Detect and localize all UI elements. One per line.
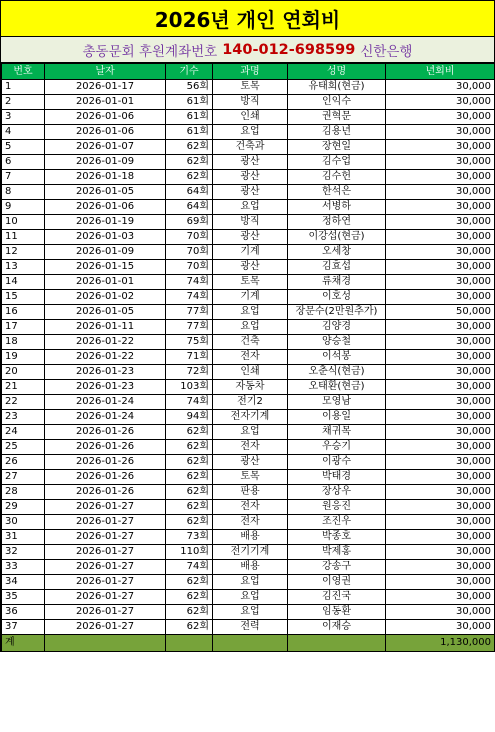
cell-department[interactable]: 자동차 (213, 380, 288, 395)
cell-annual-fee[interactable]: 30,000 (386, 440, 495, 455)
cell-department[interactable]: 전자 (213, 350, 288, 365)
cell-number[interactable]: 19 (2, 350, 45, 365)
cell-name[interactable]: 김수업 (288, 155, 386, 170)
cell-annual-fee[interactable]: 30,000 (386, 575, 495, 590)
cell-name[interactable]: 이석봉 (288, 350, 386, 365)
table-row (2, 410, 495, 425)
cell-date[interactable]: 2026-01-11 (45, 320, 166, 335)
cell-date[interactable]: 2026-01-27 (45, 575, 166, 590)
cell-department[interactable]: 요업 (213, 605, 288, 620)
cell-number[interactable]: 20 (2, 365, 45, 380)
cell-annual-fee[interactable]: 30,000 (386, 260, 495, 275)
cell-department[interactable]: 광산 (213, 455, 288, 470)
table-row (2, 515, 495, 530)
cell-generation[interactable]: 77회 (166, 320, 213, 335)
cell-annual-fee[interactable]: 30,000 (386, 530, 495, 545)
cell-generation[interactable]: 70회 (166, 230, 213, 245)
cell-date[interactable]: 2026-01-05 (45, 305, 166, 320)
cell-number[interactable]: 3 (2, 110, 45, 125)
cell-date[interactable]: 2026-01-07 (45, 140, 166, 155)
cell-name[interactable]: 이재승 (288, 620, 386, 635)
cell-generation[interactable]: 62회 (166, 620, 213, 635)
cell-number[interactable]: 12 (2, 245, 45, 260)
cell-generation[interactable]: 62회 (166, 140, 213, 155)
cell-date[interactable]: 2026-01-06 (45, 125, 166, 140)
cell-generation[interactable]: 62회 (166, 485, 213, 500)
table-row (2, 470, 495, 485)
cell-name[interactable]: 오태환(현금) (288, 380, 386, 395)
table-row (2, 260, 495, 275)
table-row (2, 320, 495, 335)
total-amount[interactable]: 1,130,000 (386, 635, 495, 652)
cell-date[interactable]: 2026-01-03 (45, 230, 166, 245)
cell-number[interactable]: 22 (2, 395, 45, 410)
cell-annual-fee[interactable]: 30,000 (386, 590, 495, 605)
cell-department[interactable]: 기계 (213, 245, 288, 260)
table-row (2, 230, 495, 245)
cell-department[interactable]: 요업 (213, 320, 288, 335)
cell-name[interactable]: 조진우 (288, 515, 386, 530)
cell-date[interactable]: 2026-01-15 (45, 260, 166, 275)
cell-generation[interactable]: 56회 (166, 80, 213, 95)
table-row (2, 380, 495, 395)
cell-name[interactable]: 정하연 (288, 215, 386, 230)
cell-name[interactable]: 박종호 (288, 530, 386, 545)
cell-date[interactable]: 2026-01-01 (45, 95, 166, 110)
cell-generation[interactable]: 62회 (166, 590, 213, 605)
table-row (2, 200, 495, 215)
cell-generation[interactable]: 72회 (166, 365, 213, 380)
cell-annual-fee[interactable]: 30,000 (386, 320, 495, 335)
table-row (2, 545, 495, 560)
fee-table (1, 63, 495, 652)
cell-annual-fee[interactable]: 30,000 (386, 350, 495, 365)
cell-number[interactable]: 9 (2, 200, 45, 215)
cell-generation[interactable]: 69회 (166, 215, 213, 230)
cell-department[interactable]: 방직 (213, 95, 288, 110)
sheet-title: 2026년 개인 연회비 (1, 0, 494, 37)
cell-name[interactable]: 오세창 (288, 245, 386, 260)
cell-date[interactable]: 2026-01-24 (45, 395, 166, 410)
table-row (2, 440, 495, 455)
cell-department[interactable]: 건축과 (213, 140, 288, 155)
cell-generation[interactable]: 74회 (166, 395, 213, 410)
table-row (2, 95, 495, 110)
cell-number[interactable]: 34 (2, 575, 45, 590)
table-row (2, 80, 495, 95)
cell-department[interactable]: 방직 (213, 215, 288, 230)
cell-number[interactable]: 26 (2, 455, 45, 470)
table-row (2, 605, 495, 620)
cell-number[interactable]: 27 (2, 470, 45, 485)
cell-number[interactable]: 6 (2, 155, 45, 170)
cell-generation[interactable]: 71회 (166, 350, 213, 365)
table-row (2, 590, 495, 605)
table-row (2, 620, 495, 635)
cell-annual-fee[interactable]: 30,000 (386, 140, 495, 155)
cell-name[interactable]: 강송구 (288, 560, 386, 575)
cell-annual-fee[interactable]: 30,000 (386, 410, 495, 425)
cell-annual-fee[interactable]: 30,000 (386, 155, 495, 170)
cell-generation[interactable]: 64회 (166, 185, 213, 200)
cell-generation[interactable]: 61회 (166, 95, 213, 110)
cell-date[interactable]: 2026-01-27 (45, 515, 166, 530)
table-row (2, 575, 495, 590)
cell-number[interactable]: 36 (2, 605, 45, 620)
cell-annual-fee[interactable]: 30,000 (386, 605, 495, 620)
total-empty-cell[interactable] (288, 635, 386, 652)
cell-department[interactable]: 전자 (213, 515, 288, 530)
cell-annual-fee[interactable]: 30,000 (386, 95, 495, 110)
cell-number[interactable]: 1 (2, 80, 45, 95)
total-empty-cell[interactable] (45, 635, 166, 652)
cell-department[interactable]: 토목 (213, 80, 288, 95)
cell-name[interactable]: 김효섭 (288, 260, 386, 275)
cell-department[interactable]: 판용 (213, 485, 288, 500)
table-row (2, 485, 495, 500)
cell-number[interactable]: 13 (2, 260, 45, 275)
cell-name[interactable]: 김수헌 (288, 170, 386, 185)
cell-date[interactable]: 2026-01-27 (45, 620, 166, 635)
table-row (2, 500, 495, 515)
cell-number[interactable]: 31 (2, 530, 45, 545)
cell-date[interactable]: 2026-01-05 (45, 185, 166, 200)
cell-annual-fee[interactable]: 30,000 (386, 515, 495, 530)
cell-name[interactable]: 원응진 (288, 500, 386, 515)
cell-department[interactable]: 광산 (213, 185, 288, 200)
cell-annual-fee[interactable]: 30,000 (386, 110, 495, 125)
cell-generation[interactable]: 74회 (166, 275, 213, 290)
sponsor-label: 총동문회 후원계좌번호 (82, 43, 218, 60)
cell-number[interactable]: 32 (2, 545, 45, 560)
table-row (2, 425, 495, 440)
table-row (2, 155, 495, 170)
cell-number[interactable]: 5 (2, 140, 45, 155)
cell-date[interactable]: 2026-01-22 (45, 350, 166, 365)
cell-annual-fee[interactable]: 30,000 (386, 185, 495, 200)
header-row (2, 64, 495, 80)
cell-annual-fee[interactable]: 50,000 (386, 305, 495, 320)
cell-date[interactable]: 2026-01-26 (45, 425, 166, 440)
cell-department[interactable]: 전자 (213, 500, 288, 515)
header-generation[interactable]: 기수 (166, 64, 213, 80)
cell-annual-fee[interactable]: 30,000 (386, 230, 495, 245)
cell-date[interactable]: 2026-01-27 (45, 500, 166, 515)
cell-name[interactable]: 김진국 (288, 590, 386, 605)
cell-number[interactable]: 4 (2, 125, 45, 140)
cell-annual-fee[interactable]: 30,000 (386, 470, 495, 485)
cell-number[interactable]: 18 (2, 335, 45, 350)
cell-name[interactable]: 김양경 (288, 320, 386, 335)
cell-number[interactable]: 10 (2, 215, 45, 230)
cell-department[interactable]: 요업 (213, 425, 288, 440)
cell-number[interactable]: 2 (2, 95, 45, 110)
cell-annual-fee[interactable]: 30,000 (386, 545, 495, 560)
cell-name[interactable]: 박제홍 (288, 545, 386, 560)
cell-generation[interactable]: 70회 (166, 260, 213, 275)
cell-department[interactable]: 광산 (213, 260, 288, 275)
cell-name[interactable]: 서병하 (288, 200, 386, 215)
table-row (2, 560, 495, 575)
header-name[interactable]: 성명 (288, 64, 386, 80)
table-row (2, 350, 495, 365)
cell-date[interactable]: 2026-01-27 (45, 530, 166, 545)
cell-department[interactable]: 배용 (213, 560, 288, 575)
cell-generation[interactable]: 62회 (166, 425, 213, 440)
cell-number[interactable]: 17 (2, 320, 45, 335)
cell-date[interactable]: 2026-01-26 (45, 440, 166, 455)
cell-name[interactable]: 양승철 (288, 335, 386, 350)
header-number[interactable]: 번호 (2, 64, 45, 80)
total-empty-cell[interactable] (213, 635, 288, 652)
cell-date[interactable]: 2026-01-26 (45, 470, 166, 485)
cell-date[interactable]: 2026-01-09 (45, 155, 166, 170)
cell-name[interactable]: 김용년 (288, 125, 386, 140)
cell-date[interactable]: 2026-01-17 (45, 80, 166, 95)
cell-annual-fee[interactable]: 30,000 (386, 335, 495, 350)
cell-generation[interactable]: 74회 (166, 560, 213, 575)
cell-annual-fee[interactable]: 30,000 (386, 485, 495, 500)
table-row (2, 305, 495, 320)
cell-date[interactable]: 2026-01-26 (45, 485, 166, 500)
cell-date[interactable]: 2026-01-22 (45, 335, 166, 350)
cell-number[interactable]: 11 (2, 230, 45, 245)
cell-annual-fee[interactable]: 30,000 (386, 290, 495, 305)
table-row (2, 275, 495, 290)
cell-number[interactable]: 37 (2, 620, 45, 635)
cell-department[interactable]: 요업 (213, 125, 288, 140)
cell-name[interactable]: 인익수 (288, 95, 386, 110)
cell-name[interactable]: 이영권 (288, 575, 386, 590)
cell-date[interactable]: 2026-01-23 (45, 365, 166, 380)
sponsor-bank: 신한은행 (360, 43, 413, 60)
cell-department[interactable]: 토목 (213, 275, 288, 290)
cell-date[interactable]: 2026-01-24 (45, 410, 166, 425)
table-row (2, 335, 495, 350)
cell-number[interactable]: 29 (2, 500, 45, 515)
cell-number[interactable]: 33 (2, 560, 45, 575)
cell-name[interactable]: 모영남 (288, 395, 386, 410)
cell-name[interactable]: 이호성 (288, 290, 386, 305)
cell-generation[interactable]: 77회 (166, 305, 213, 320)
cell-department[interactable]: 전력 (213, 620, 288, 635)
cell-generation[interactable]: 61회 (166, 110, 213, 125)
table-row (2, 530, 495, 545)
cell-name[interactable]: 이광수 (288, 455, 386, 470)
cell-number[interactable]: 14 (2, 275, 45, 290)
cell-date[interactable]: 2026-01-18 (45, 170, 166, 185)
cell-department[interactable]: 배용 (213, 530, 288, 545)
cell-department[interactable]: 토목 (213, 470, 288, 485)
cell-date[interactable]: 2026-01-19 (45, 215, 166, 230)
cell-generation[interactable]: 62회 (166, 455, 213, 470)
cell-name[interactable]: 우승기 (288, 440, 386, 455)
cell-department[interactable]: 전자기계 (213, 410, 288, 425)
cell-name[interactable]: 장현일 (288, 140, 386, 155)
cell-generation[interactable]: 110회 (166, 545, 213, 560)
cell-annual-fee[interactable]: 30,000 (386, 455, 495, 470)
cell-annual-fee[interactable]: 30,000 (386, 365, 495, 380)
cell-annual-fee[interactable]: 30,000 (386, 500, 495, 515)
table-row (2, 290, 495, 305)
cell-generation[interactable]: 62회 (166, 605, 213, 620)
cell-name[interactable]: 임동환 (288, 605, 386, 620)
cell-generation[interactable]: 103회 (166, 380, 213, 395)
cell-annual-fee[interactable]: 30,000 (386, 125, 495, 140)
cell-name[interactable]: 장문수(2만원추가) (288, 305, 386, 320)
cell-department[interactable]: 요업 (213, 305, 288, 320)
cell-department[interactable]: 건축 (213, 335, 288, 350)
cell-date[interactable]: 2026-01-06 (45, 110, 166, 125)
cell-department[interactable]: 인쇄 (213, 365, 288, 380)
cell-number[interactable]: 15 (2, 290, 45, 305)
cell-generation[interactable]: 62회 (166, 155, 213, 170)
cell-date[interactable]: 2026-01-27 (45, 605, 166, 620)
table-row (2, 215, 495, 230)
table-row (2, 110, 495, 125)
cell-annual-fee[interactable]: 30,000 (386, 620, 495, 635)
cell-name[interactable]: 이용일 (288, 410, 386, 425)
cell-department[interactable]: 요업 (213, 575, 288, 590)
cell-department[interactable]: 전기2 (213, 395, 288, 410)
cell-name[interactable]: 박태경 (288, 470, 386, 485)
cell-name[interactable]: 이강섭(현금) (288, 230, 386, 245)
cell-date[interactable]: 2026-01-27 (45, 590, 166, 605)
total-label[interactable]: 계 (2, 635, 45, 652)
cell-department[interactable]: 요업 (213, 590, 288, 605)
cell-generation[interactable]: 70회 (166, 245, 213, 260)
cell-name[interactable]: 오춘식(현금) (288, 365, 386, 380)
cell-annual-fee[interactable]: 30,000 (386, 275, 495, 290)
cell-number[interactable]: 30 (2, 515, 45, 530)
cell-department[interactable]: 광산 (213, 155, 288, 170)
cell-generation[interactable]: 75회 (166, 335, 213, 350)
table-row (2, 125, 495, 140)
cell-generation[interactable]: 64회 (166, 200, 213, 215)
cell-date[interactable]: 2026-01-09 (45, 245, 166, 260)
cell-annual-fee[interactable]: 30,000 (386, 425, 495, 440)
cell-department[interactable]: 기계 (213, 290, 288, 305)
cell-generation[interactable]: 62회 (166, 440, 213, 455)
cell-date[interactable]: 2026-01-27 (45, 560, 166, 575)
cell-annual-fee[interactable]: 30,000 (386, 380, 495, 395)
cell-generation[interactable]: 61회 (166, 125, 213, 140)
cell-annual-fee[interactable]: 30,000 (386, 200, 495, 215)
cell-number[interactable]: 23 (2, 410, 45, 425)
sponsor-account-number: 140-012-698599 (222, 41, 356, 58)
cell-department[interactable]: 광산 (213, 230, 288, 245)
cell-name[interactable]: 유태희(현금) (288, 80, 386, 95)
cell-name[interactable]: 장상우 (288, 485, 386, 500)
cell-name[interactable]: 한석은 (288, 185, 386, 200)
cell-annual-fee[interactable]: 30,000 (386, 395, 495, 410)
cell-department[interactable]: 전자 (213, 440, 288, 455)
cell-date[interactable]: 2026-01-27 (45, 545, 166, 560)
cell-date[interactable]: 2026-01-06 (45, 200, 166, 215)
table-body (2, 80, 495, 635)
cell-number[interactable]: 25 (2, 440, 45, 455)
header-date[interactable]: 날자 (45, 64, 166, 80)
table-row (2, 395, 495, 410)
cell-number[interactable]: 21 (2, 380, 45, 395)
table-row (2, 455, 495, 470)
cell-date[interactable]: 2026-01-23 (45, 380, 166, 395)
sponsor-account-banner (1, 37, 494, 63)
cell-number[interactable]: 24 (2, 425, 45, 440)
cell-number[interactable]: 8 (2, 185, 45, 200)
cell-number[interactable]: 28 (2, 485, 45, 500)
cell-annual-fee[interactable]: 30,000 (386, 245, 495, 260)
total-row (2, 635, 495, 652)
table-row (2, 365, 495, 380)
cell-name[interactable]: 채귀목 (288, 425, 386, 440)
cell-annual-fee[interactable]: 30,000 (386, 170, 495, 185)
table-row (2, 245, 495, 260)
cell-generation[interactable]: 94회 (166, 410, 213, 425)
cell-annual-fee[interactable]: 30,000 (386, 215, 495, 230)
cell-generation[interactable]: 62회 (166, 575, 213, 590)
cell-number[interactable]: 16 (2, 305, 45, 320)
cell-generation[interactable]: 62회 (166, 515, 213, 530)
cell-department[interactable]: 요업 (213, 200, 288, 215)
cell-generation[interactable]: 62회 (166, 500, 213, 515)
cell-annual-fee[interactable]: 30,000 (386, 80, 495, 95)
cell-annual-fee[interactable]: 30,000 (386, 560, 495, 575)
cell-number[interactable]: 7 (2, 170, 45, 185)
cell-generation[interactable]: 62회 (166, 170, 213, 185)
header-annual-fee[interactable]: 년회비 (386, 64, 495, 80)
cell-department[interactable]: 인쇄 (213, 110, 288, 125)
cell-generation[interactable]: 62회 (166, 470, 213, 485)
table-row (2, 170, 495, 185)
cell-department[interactable]: 광산 (213, 170, 288, 185)
cell-date[interactable]: 2026-01-26 (45, 455, 166, 470)
cell-date[interactable]: 2026-01-02 (45, 290, 166, 305)
table-row (2, 185, 495, 200)
total-empty-cell[interactable] (166, 635, 213, 652)
table-row (2, 140, 495, 155)
cell-department[interactable]: 전기기계 (213, 545, 288, 560)
cell-generation[interactable]: 74회 (166, 290, 213, 305)
header-department[interactable]: 과명 (213, 64, 288, 80)
cell-name[interactable]: 류채경 (288, 275, 386, 290)
cell-name[interactable]: 권혁문 (288, 110, 386, 125)
cell-number[interactable]: 35 (2, 590, 45, 605)
cell-date[interactable]: 2026-01-01 (45, 275, 166, 290)
cell-generation[interactable]: 73회 (166, 530, 213, 545)
